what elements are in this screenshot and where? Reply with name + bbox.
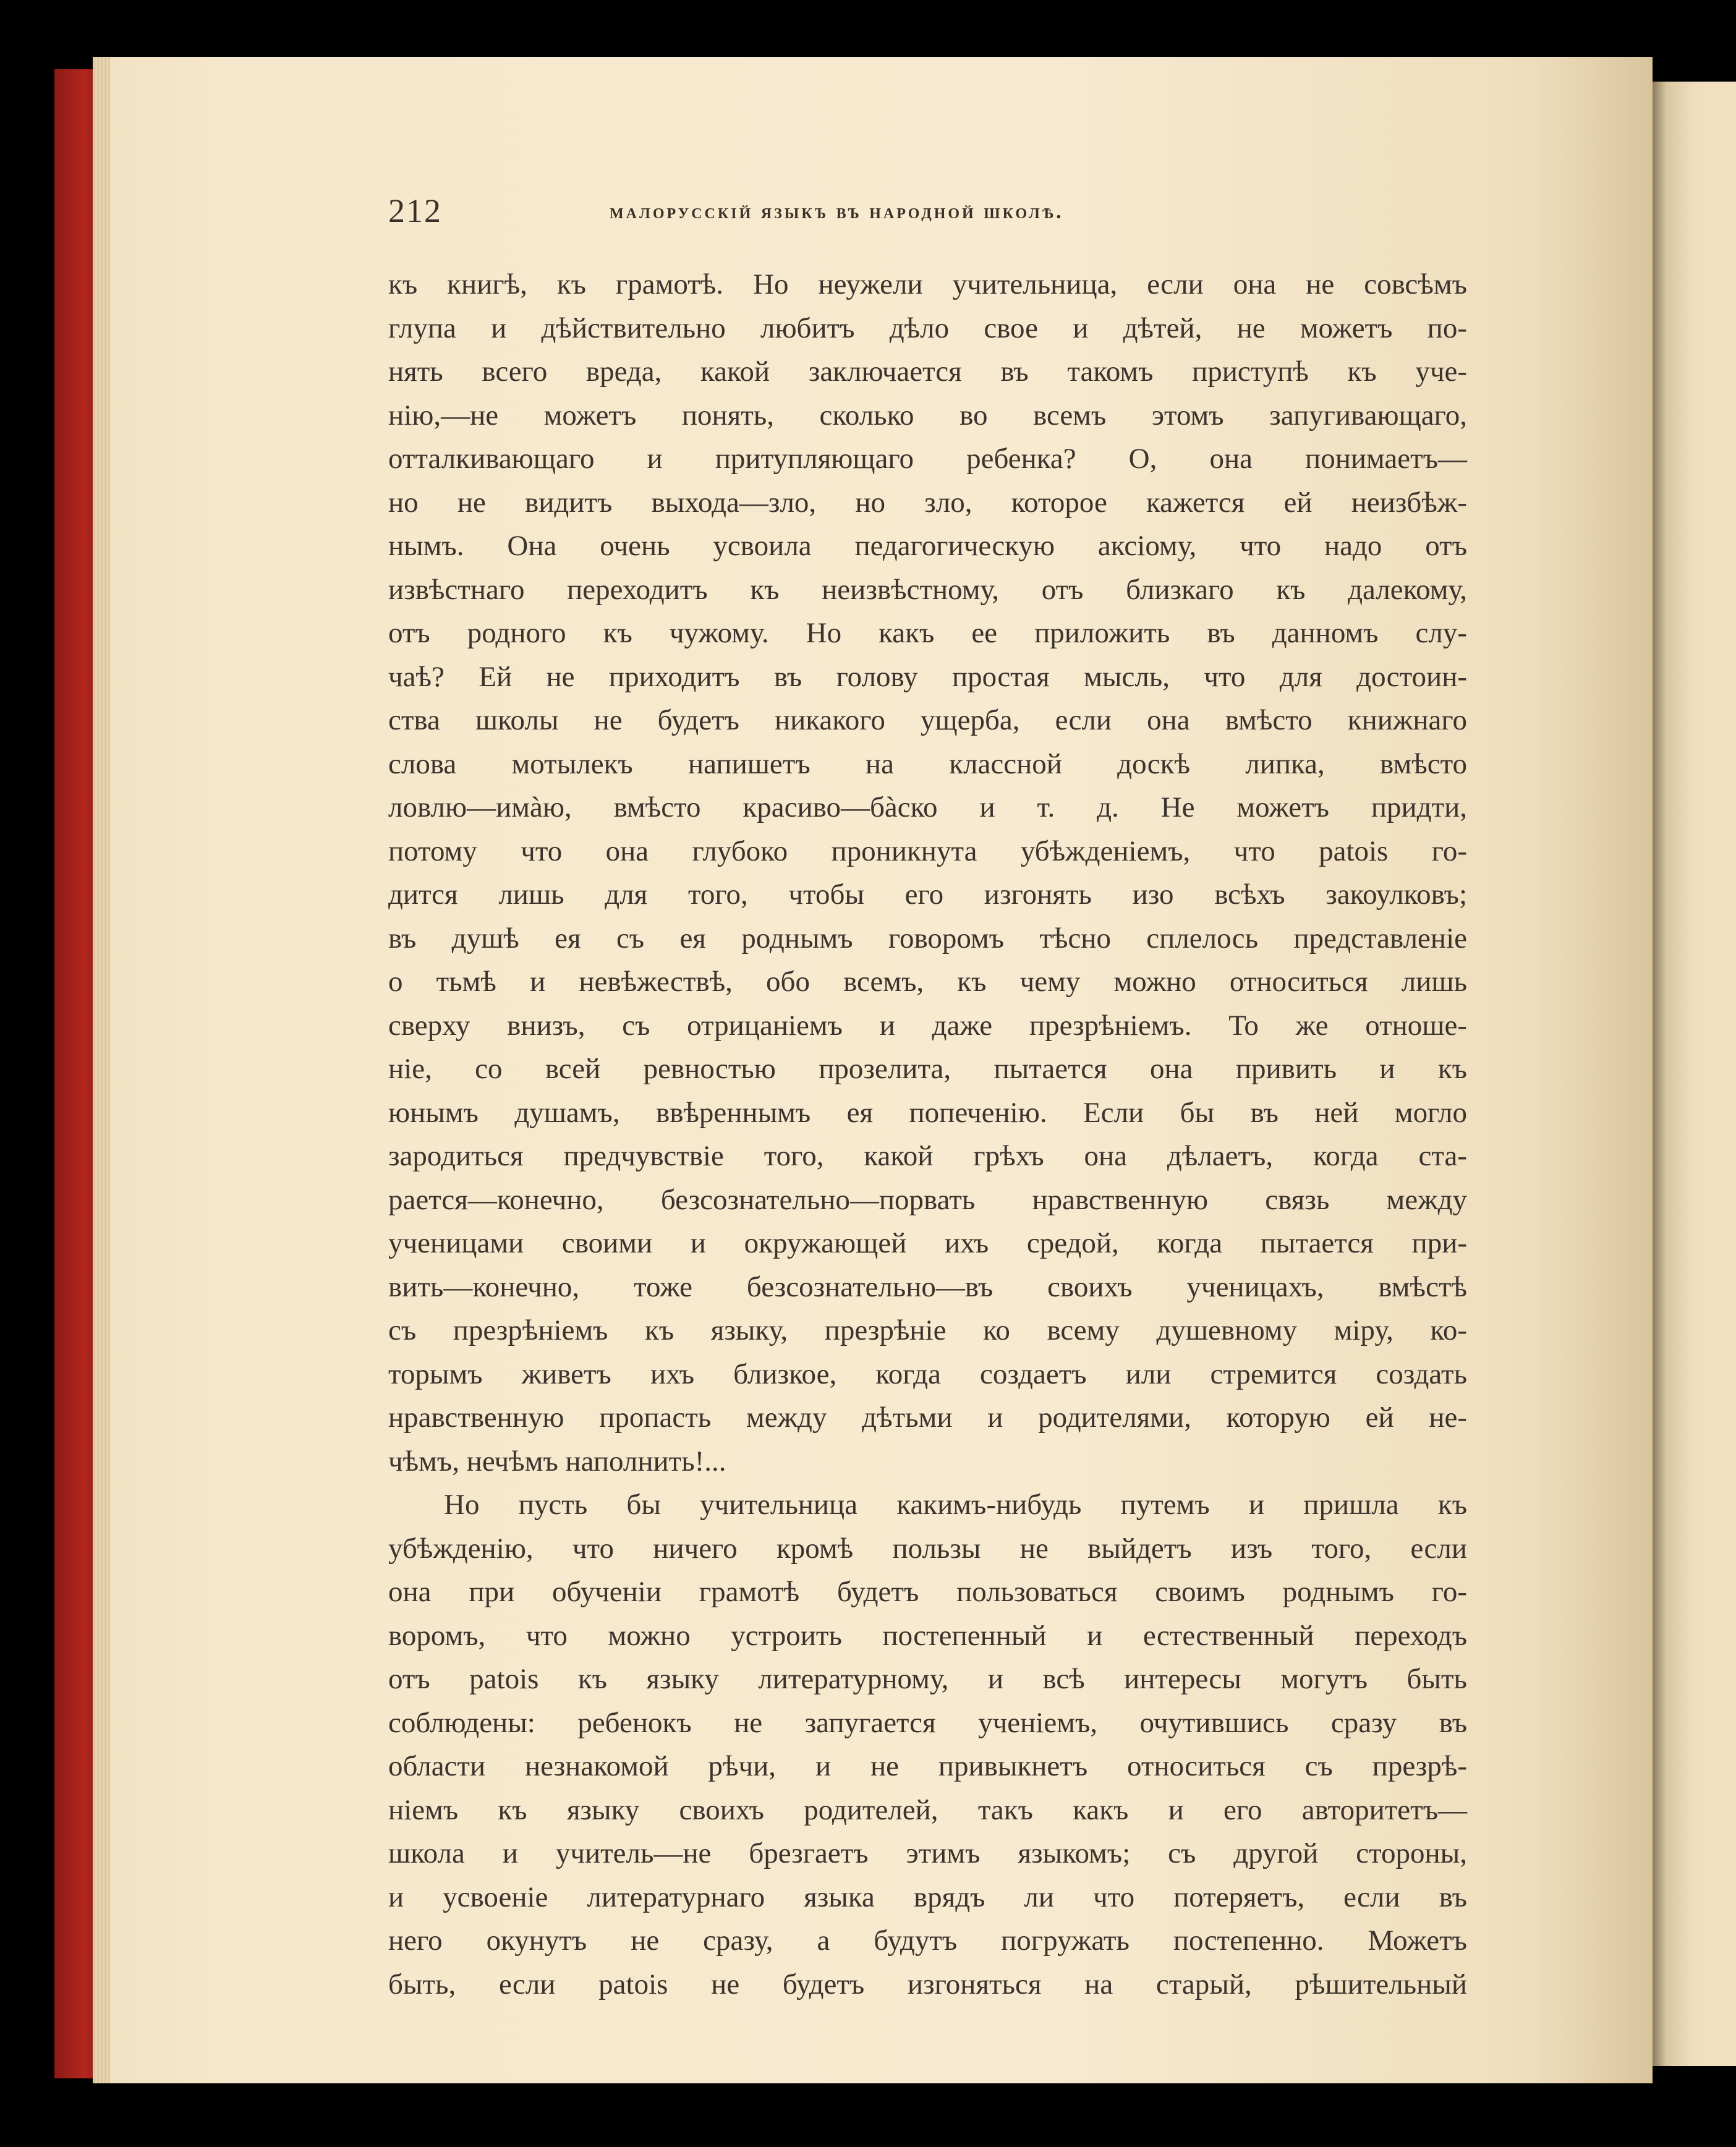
text-line: ловлю—имàю, вмѣсто красиво—бàско и т. д. Не можетъ придти, — [388, 791, 1467, 823]
text-line: него окунутъ не сразу, а будутъ погружать постепенно. Можетъ — [388, 1924, 1467, 1957]
text-line: отталкивающаго и притупляющаго ребенка? О, она понимаетъ— — [388, 443, 1467, 475]
text-line: рается—конечно, безсознательно—порвать нравственную связь между — [388, 1183, 1467, 1216]
text-line: но не видитъ выхода—зло, но зло, которое кажется ей неизбѣж- — [388, 486, 1467, 519]
text-line: отъ patois къ языку литературному, и всѣ интересы могутъ быть — [388, 1663, 1467, 1695]
text-line: нравственную пропасть между дѣтьми и родителями, которую ей не- — [388, 1401, 1467, 1434]
text-line: нымъ. Она очень усвоила педагогическую аксіому, что надо отъ — [388, 530, 1467, 562]
text-line: потому что она глубоко проникнута убѣжденіемъ, что patois го- — [388, 835, 1467, 867]
text-line: слова мотылекъ напишетъ на классной доскѣ липка, вмѣсто — [388, 747, 1467, 780]
running-head — [388, 192, 1476, 235]
paragraph-2 — [388, 1483, 1467, 2006]
text-line: къ книгѣ, къ грамотѣ. Но неужели учительница, если она не совсѣмъ — [388, 268, 1467, 300]
text-line: чѣмъ, нечѣмъ наполнить!... — [388, 1445, 726, 1477]
body-text — [388, 263, 1467, 2006]
text-line: ученицами своими и окружающей ихъ средой, когда пытается при- — [388, 1227, 1467, 1259]
text-line: юнымъ душамъ, ввѣреннымъ ея попеченію. Если бы въ ней могло — [388, 1096, 1467, 1129]
text-line: сверху внизъ, съ отрицаніемъ и даже презрѣніемъ. То же отноше- — [388, 1009, 1467, 1042]
text-line: зародиться предчувствіе того, какой грѣхъ она дѣлаетъ, когда ста- — [388, 1140, 1467, 1172]
page-edges — [93, 57, 111, 2083]
text-line: воромъ, что можно устроить постепенный и естественный переходъ — [388, 1619, 1467, 1652]
text-line: быть, если patois не будетъ изгоняться на старый, рѣшительный — [388, 1968, 1467, 2000]
text-line: Но пусть бы учительница какимъ-нибудь путемъ и пришла къ — [444, 1489, 1467, 1521]
text-line: ства школы не будетъ никакого ущерба, если она вмѣсто книжнаго — [388, 704, 1467, 736]
text-line: глупа и дѣйствительно любитъ дѣло свое и дѣтей, не можетъ по- — [388, 312, 1467, 344]
text-line: области незнакомой рѣчи, и не привыкнетъ относиться съ презрѣ- — [388, 1750, 1467, 1782]
text-line: вить—конечно, тоже безсознательно—въ своихъ ученицахъ, вмѣстѣ — [388, 1270, 1467, 1303]
text-line: дится лишь для того, чтобы его изгонять изо всѣхъ закоулковъ; — [388, 878, 1467, 911]
text-line: въ душѣ ея съ ея роднымъ говоромъ тѣсно сплелось представленіе — [388, 922, 1467, 954]
running-title: малорусскій языкъ въ народной школѣ. — [610, 200, 1064, 223]
paragraph-1 — [388, 263, 1467, 1483]
text-line: нію,—не можетъ понять, сколько во всемъ этомъ запугивающаго, — [388, 399, 1467, 432]
text-line: убѣжденію, что ничего кромѣ пользы не выйдетъ изъ того, если — [388, 1532, 1467, 1565]
page-right-edge — [1653, 82, 1736, 2066]
text-line: извѣстнаго переходитъ къ неизвѣстному, отъ близкаго къ далекому, — [388, 573, 1467, 606]
text-line: соблюдены: ребенокъ не запугается ученіемъ, очутившись сразу въ — [388, 1706, 1467, 1739]
text-line: о тьмѣ и невѣжествѣ, обо всемъ, къ чему можно относиться лишь — [388, 966, 1467, 998]
page-number: 212 — [388, 192, 442, 229]
text-line: школа и учитель—не брезгаетъ этимъ языкомъ; съ другой стороны, — [388, 1837, 1467, 1869]
text-line: ніемъ къ языку своихъ родителей, такъ какъ и его авторитетъ— — [388, 1793, 1467, 1826]
text-line: и усвоеніе литературнаго языка врядъ ли что потеряетъ, если въ — [388, 1881, 1467, 1913]
text-line: съ презрѣніемъ къ языку, презрѣніе ко всему душевному міру, ко- — [388, 1314, 1467, 1346]
text-line: чаѣ? Ей не приходитъ въ голову простая мысль, что для достоин- — [388, 660, 1467, 693]
text-line: отъ родного къ чужому. Но какъ ее приложить въ данномъ слу- — [388, 617, 1467, 649]
text-line: ніе, со всей ревностью прозелита, пытается она привить и къ — [388, 1053, 1467, 1085]
text-line: она при обученіи грамотѣ будетъ пользоваться своимъ роднымъ го- — [388, 1576, 1467, 1608]
text-line: торымъ живетъ ихъ близкое, когда создаетъ или стремится создать — [388, 1358, 1467, 1390]
text-line: нять всего вреда, какой заключается въ такомъ приступѣ къ уче- — [388, 355, 1467, 388]
